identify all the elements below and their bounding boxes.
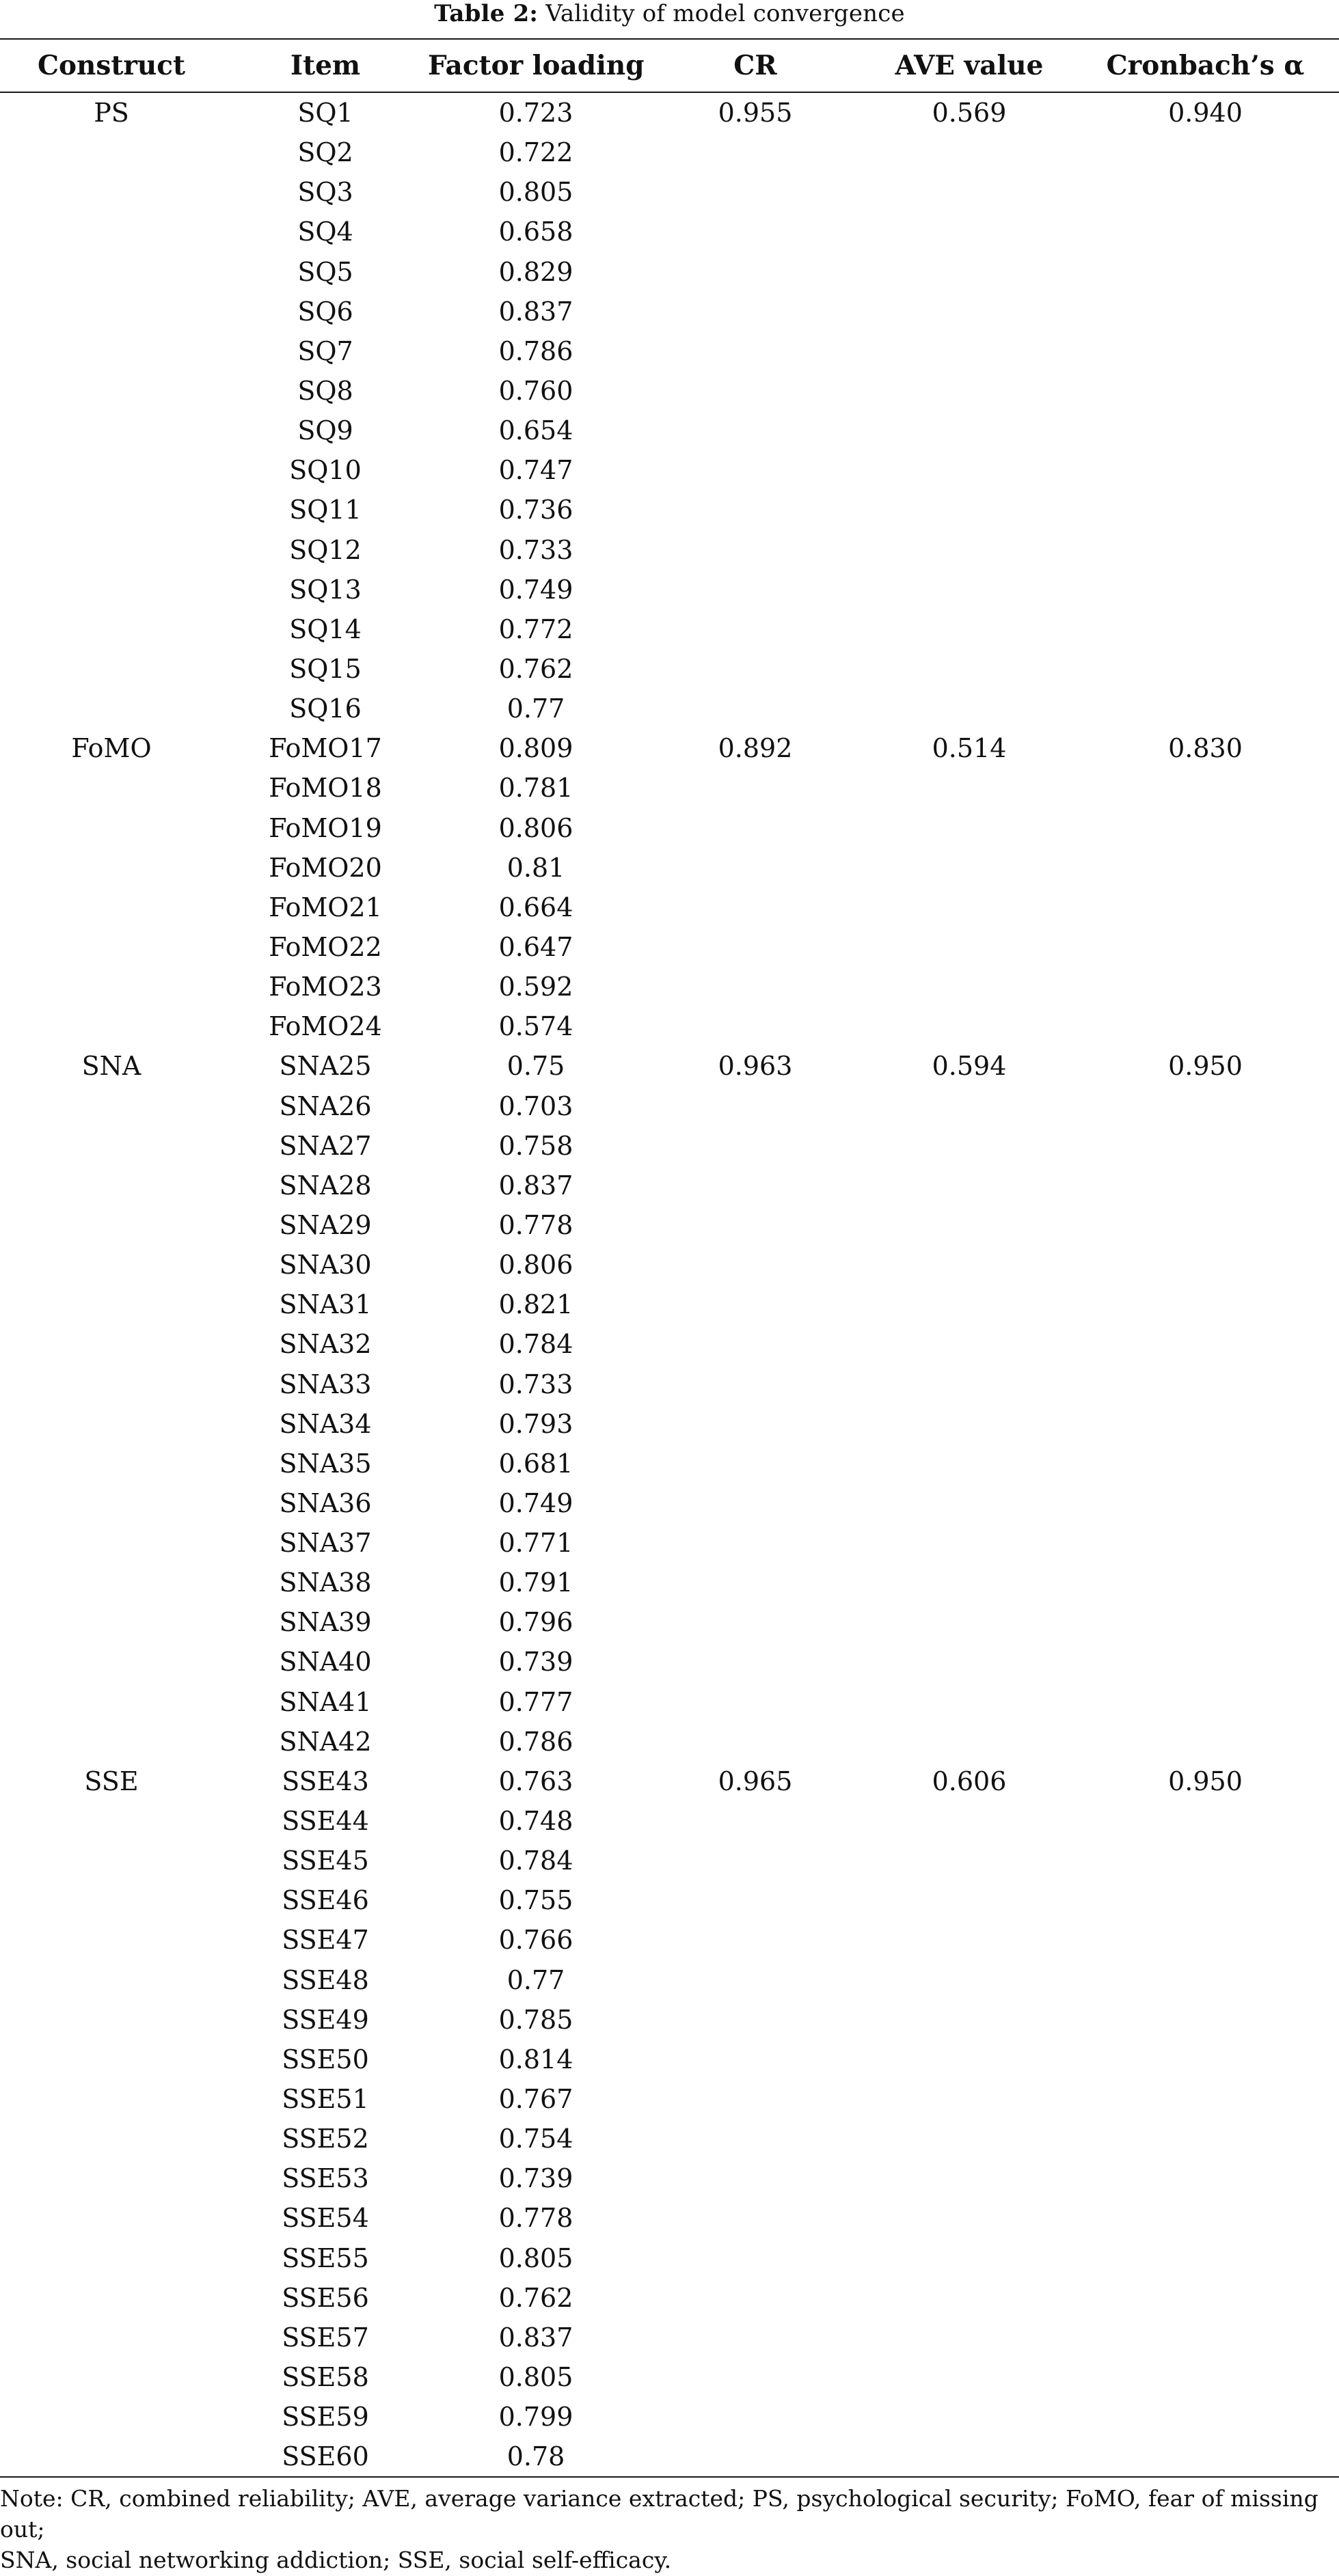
cell-item: SSE52 bbox=[282, 2124, 369, 2154]
table-row bbox=[0, 2357, 1339, 2397]
cell-factor-loading: 0.786 bbox=[498, 335, 573, 366]
table-row bbox=[0, 371, 1339, 411]
cell-item: SSE54 bbox=[282, 2203, 369, 2234]
cell-ave-value: 0.594 bbox=[932, 1051, 1007, 1082]
cell-item: SQ8 bbox=[297, 375, 353, 406]
table-row bbox=[0, 2278, 1339, 2318]
cell-item: SNA31 bbox=[279, 1289, 372, 1320]
cell-factor-loading: 0.766 bbox=[498, 1925, 573, 1956]
cell-factor-loading: 0.762 bbox=[498, 653, 573, 684]
cell-item: SQ15 bbox=[289, 653, 362, 684]
cell-factor-loading: 0.837 bbox=[498, 2322, 573, 2353]
cell-item: SQ10 bbox=[289, 455, 362, 486]
cell-cronbach-alpha: 0.950 bbox=[1168, 1766, 1243, 1796]
cell-item: SNA34 bbox=[279, 1408, 372, 1439]
cell-factor-loading: 0.829 bbox=[498, 256, 573, 287]
table-row bbox=[0, 2437, 1339, 2476]
cell-factor-loading: 0.703 bbox=[498, 1091, 573, 1121]
cell-factor-loading: 0.739 bbox=[498, 2163, 573, 2194]
cell-item: SQ2 bbox=[297, 137, 353, 168]
table-note-line-2: SNA, social networking addiction; SSE, social self-efficacy. bbox=[0, 2547, 672, 2574]
table-row bbox=[0, 1324, 1339, 1364]
cell-factor-loading: 0.786 bbox=[498, 1726, 573, 1757]
table-header-row bbox=[0, 40, 1339, 92]
cell-factor-loading: 0.739 bbox=[498, 1647, 573, 1677]
cell-factor-loading: 0.574 bbox=[498, 1011, 573, 1042]
cell-factor-loading: 0.777 bbox=[498, 1686, 573, 1717]
cell-factor-loading: 0.806 bbox=[498, 1250, 573, 1280]
cell-item: SNA28 bbox=[279, 1170, 372, 1201]
table-row bbox=[0, 1483, 1339, 1523]
cell-construct: SNA bbox=[81, 1051, 141, 1082]
cell-item: FoMO24 bbox=[269, 1011, 382, 1042]
table-row bbox=[0, 728, 1339, 768]
cell-item: SNA41 bbox=[279, 1686, 372, 1717]
cell-factor-loading: 0.806 bbox=[498, 812, 573, 843]
cell-item: SSE56 bbox=[282, 2282, 369, 2313]
cell-item: SQ11 bbox=[289, 495, 362, 525]
table-row bbox=[0, 411, 1339, 450]
cell-item: SNA29 bbox=[279, 1209, 372, 1240]
table-row bbox=[0, 1245, 1339, 1285]
cell-factor-loading: 0.736 bbox=[498, 495, 573, 525]
table-row bbox=[0, 768, 1339, 808]
table-row bbox=[0, 1086, 1339, 1126]
cell-ave-value: 0.606 bbox=[932, 1766, 1007, 1796]
cell-factor-loading: 0.814 bbox=[498, 2044, 573, 2074]
cell-item: SSE53 bbox=[282, 2163, 369, 2194]
cell-factor-loading: 0.681 bbox=[498, 1448, 573, 1479]
table-row bbox=[0, 1682, 1339, 1722]
cell-item: SSE51 bbox=[282, 2084, 369, 2115]
cell-item: SQ14 bbox=[289, 614, 362, 644]
table-row bbox=[0, 1563, 1339, 1602]
header-cronbach-alpha: Cronbach’s α bbox=[1106, 50, 1305, 81]
table-bottom-rule bbox=[0, 2476, 1339, 2478]
cell-cronbach-alpha: 0.950 bbox=[1168, 1051, 1243, 1082]
table-row bbox=[0, 1006, 1339, 1046]
cell-item: FoMO22 bbox=[269, 931, 382, 962]
cell-item: SQ12 bbox=[289, 534, 362, 565]
cell-factor-loading: 0.647 bbox=[498, 931, 573, 962]
cell-item: SSE49 bbox=[282, 2004, 369, 2035]
cell-item: SNA36 bbox=[279, 1488, 372, 1518]
cell-factor-loading: 0.791 bbox=[498, 1567, 573, 1598]
cell-item: SNA39 bbox=[279, 1607, 372, 1638]
cell-factor-loading: 0.778 bbox=[498, 2203, 573, 2234]
cell-factor-loading: 0.778 bbox=[498, 1209, 573, 1240]
table-row bbox=[0, 2238, 1339, 2278]
cell-item: FoMO23 bbox=[269, 972, 382, 1002]
table-row bbox=[0, 2040, 1339, 2079]
cell-item: SNA25 bbox=[279, 1051, 372, 1082]
cell-item: SNA27 bbox=[279, 1130, 372, 1161]
table-caption-text: Validity of model convergence bbox=[538, 0, 905, 27]
cell-factor-loading: 0.763 bbox=[498, 1766, 573, 1796]
cell-item: SSE60 bbox=[282, 2441, 369, 2472]
table-row bbox=[0, 1365, 1339, 1404]
cell-factor-loading: 0.664 bbox=[498, 892, 573, 922]
cell-factor-loading: 0.758 bbox=[498, 1130, 573, 1161]
cell-factor-loading: 0.658 bbox=[498, 217, 573, 247]
table-row bbox=[0, 1205, 1339, 1245]
table-row bbox=[0, 1801, 1339, 1841]
cell-item: SNA30 bbox=[279, 1250, 372, 1280]
table-row bbox=[0, 212, 1339, 251]
cell-factor-loading: 0.805 bbox=[498, 2362, 573, 2393]
header-ave-value: AVE value bbox=[895, 50, 1044, 81]
cell-factor-loading: 0.749 bbox=[498, 1488, 573, 1518]
cell-item: SQ7 bbox=[297, 335, 353, 366]
cell-item: SQ3 bbox=[297, 177, 353, 208]
cell-cronbach-alpha: 0.940 bbox=[1168, 98, 1243, 128]
cell-factor-loading: 0.785 bbox=[498, 2004, 573, 2035]
table-row bbox=[0, 93, 1339, 133]
header-item: Item bbox=[290, 50, 361, 81]
table-row bbox=[0, 1602, 1339, 1642]
cell-item: SNA38 bbox=[279, 1567, 372, 1598]
table-row bbox=[0, 1166, 1339, 1205]
cell-item: SQ16 bbox=[289, 694, 362, 724]
cell-factor-loading: 0.747 bbox=[498, 455, 573, 486]
cell-factor-loading: 0.592 bbox=[498, 972, 573, 1002]
table-row bbox=[0, 450, 1339, 490]
table-row bbox=[0, 1722, 1339, 1762]
table-row bbox=[0, 1920, 1339, 1960]
cell-item: SSE48 bbox=[282, 1964, 369, 1995]
cell-item: FoMO19 bbox=[269, 812, 382, 843]
table-row bbox=[0, 848, 1339, 888]
table-row bbox=[0, 2397, 1339, 2437]
table-row bbox=[0, 1126, 1339, 1166]
cell-item: SSE44 bbox=[282, 1806, 369, 1837]
table-row bbox=[0, 2198, 1339, 2238]
cell-item: SQ4 bbox=[297, 217, 353, 247]
table-row bbox=[0, 927, 1339, 967]
cell-factor-loading: 0.748 bbox=[498, 1806, 573, 1837]
cell-construct: FoMO bbox=[71, 733, 152, 764]
cell-item: SSE57 bbox=[282, 2322, 369, 2353]
table-row bbox=[0, 1762, 1339, 1801]
table-row bbox=[0, 2159, 1339, 2198]
cell-cr: 0.963 bbox=[718, 1051, 793, 1082]
cell-factor-loading: 0.722 bbox=[498, 137, 573, 168]
table-row bbox=[0, 2079, 1339, 2119]
table-row bbox=[0, 649, 1339, 689]
cell-factor-loading: 0.805 bbox=[498, 2243, 573, 2273]
table-row bbox=[0, 1444, 1339, 1483]
cell-item: FoMO20 bbox=[269, 852, 382, 883]
cell-factor-loading: 0.767 bbox=[498, 2084, 573, 2115]
cell-factor-loading: 0.755 bbox=[498, 1885, 573, 1916]
table-caption bbox=[0, 0, 1339, 38]
cell-item: SSE46 bbox=[282, 1885, 369, 1916]
table-note-line-1: Note: CR, combined reliability; AVE, average variance extracted; PS, psychological security; FoMO, fear of missing out; bbox=[0, 2485, 1318, 2543]
cell-factor-loading: 0.75 bbox=[506, 1051, 565, 1082]
cell-cr: 0.892 bbox=[718, 733, 793, 764]
table-row bbox=[0, 252, 1339, 292]
table-caption-label: Table 2: bbox=[434, 0, 539, 27]
cell-factor-loading: 0.760 bbox=[498, 375, 573, 406]
cell-item: SQ1 bbox=[297, 98, 353, 128]
cell-factor-loading: 0.771 bbox=[498, 1528, 573, 1559]
header-factor-loading: Factor loading bbox=[428, 50, 645, 81]
table-row bbox=[0, 1404, 1339, 1444]
cell-factor-loading: 0.784 bbox=[498, 1329, 573, 1360]
cell-factor-loading: 0.81 bbox=[506, 852, 565, 883]
table-row bbox=[0, 490, 1339, 530]
cell-factor-loading: 0.762 bbox=[498, 2282, 573, 2313]
table-row bbox=[0, 1046, 1339, 1086]
cell-factor-loading: 0.793 bbox=[498, 1408, 573, 1439]
cell-factor-loading: 0.784 bbox=[498, 1846, 573, 1876]
cell-item: SNA40 bbox=[279, 1647, 372, 1677]
table-row bbox=[0, 1880, 1339, 1920]
table-row bbox=[0, 1642, 1339, 1682]
cell-item: SQ6 bbox=[297, 296, 353, 327]
table-row bbox=[0, 2119, 1339, 2159]
cell-item: FoMO18 bbox=[269, 773, 382, 804]
cell-construct: SSE bbox=[84, 1766, 139, 1796]
cell-cr: 0.955 bbox=[718, 98, 793, 128]
cell-ave-value: 0.569 bbox=[932, 98, 1007, 128]
table-row bbox=[0, 2318, 1339, 2357]
table-row bbox=[0, 967, 1339, 1006]
table-row bbox=[0, 689, 1339, 728]
cell-factor-loading: 0.772 bbox=[498, 614, 573, 644]
cell-factor-loading: 0.837 bbox=[498, 1170, 573, 1201]
cell-factor-loading: 0.821 bbox=[498, 1289, 573, 1320]
cell-factor-loading: 0.809 bbox=[498, 733, 573, 764]
table-note bbox=[0, 2483, 1339, 2575]
table-row bbox=[0, 1960, 1339, 2000]
cell-cr: 0.965 bbox=[718, 1766, 793, 1796]
cell-item: SNA35 bbox=[279, 1448, 372, 1479]
cell-factor-loading: 0.805 bbox=[498, 177, 573, 208]
cell-factor-loading: 0.749 bbox=[498, 574, 573, 605]
cell-factor-loading: 0.754 bbox=[498, 2124, 573, 2154]
table-row bbox=[0, 133, 1339, 172]
cell-item: SNA37 bbox=[279, 1528, 372, 1559]
table-row bbox=[0, 2000, 1339, 2040]
cell-item: SSE45 bbox=[282, 1846, 369, 1876]
cell-factor-loading: 0.781 bbox=[498, 773, 573, 804]
cell-factor-loading: 0.77 bbox=[506, 694, 565, 724]
cell-item: SSE55 bbox=[282, 2243, 369, 2273]
cell-item: SNA32 bbox=[279, 1329, 372, 1360]
cell-factor-loading: 0.733 bbox=[498, 534, 573, 565]
cell-item: SNA26 bbox=[279, 1091, 372, 1121]
cell-ave-value: 0.514 bbox=[932, 733, 1007, 764]
cell-item: FoMO21 bbox=[269, 892, 382, 922]
cell-item: SSE58 bbox=[282, 2362, 369, 2393]
cell-item: SSE50 bbox=[282, 2044, 369, 2074]
cell-item: SSE43 bbox=[282, 1766, 369, 1796]
cell-item: SSE47 bbox=[282, 1925, 369, 1956]
cell-item: SNA33 bbox=[279, 1369, 372, 1399]
table-body bbox=[0, 93, 1339, 2476]
cell-item: FoMO17 bbox=[269, 733, 382, 764]
table-row bbox=[0, 292, 1339, 331]
cell-cronbach-alpha: 0.830 bbox=[1168, 733, 1243, 764]
table-row bbox=[0, 888, 1339, 927]
cell-item: SQ5 bbox=[297, 256, 353, 287]
cell-factor-loading: 0.77 bbox=[506, 1964, 565, 1995]
cell-construct: PS bbox=[94, 98, 129, 128]
table-row bbox=[0, 530, 1339, 570]
cell-item: SNA42 bbox=[279, 1726, 372, 1757]
cell-item: SQ13 bbox=[289, 574, 362, 605]
header-construct: Construct bbox=[37, 50, 186, 81]
cell-factor-loading: 0.837 bbox=[498, 296, 573, 327]
table-row bbox=[0, 808, 1339, 848]
table-row bbox=[0, 1841, 1339, 1880]
table-row bbox=[0, 1523, 1339, 1563]
cell-factor-loading: 0.78 bbox=[506, 2441, 565, 2472]
cell-factor-loading: 0.733 bbox=[498, 1369, 573, 1399]
table-row bbox=[0, 570, 1339, 609]
cell-factor-loading: 0.654 bbox=[498, 415, 573, 446]
cell-factor-loading: 0.799 bbox=[498, 2402, 573, 2433]
header-cr: CR bbox=[733, 50, 777, 81]
table-row bbox=[0, 609, 1339, 649]
cell-factor-loading: 0.723 bbox=[498, 98, 573, 128]
cell-factor-loading: 0.796 bbox=[498, 1607, 573, 1638]
table-row bbox=[0, 172, 1339, 212]
table-row bbox=[0, 1285, 1339, 1324]
cell-item: SQ9 bbox=[297, 415, 353, 446]
table-row bbox=[0, 331, 1339, 371]
cell-item: SSE59 bbox=[282, 2402, 369, 2433]
